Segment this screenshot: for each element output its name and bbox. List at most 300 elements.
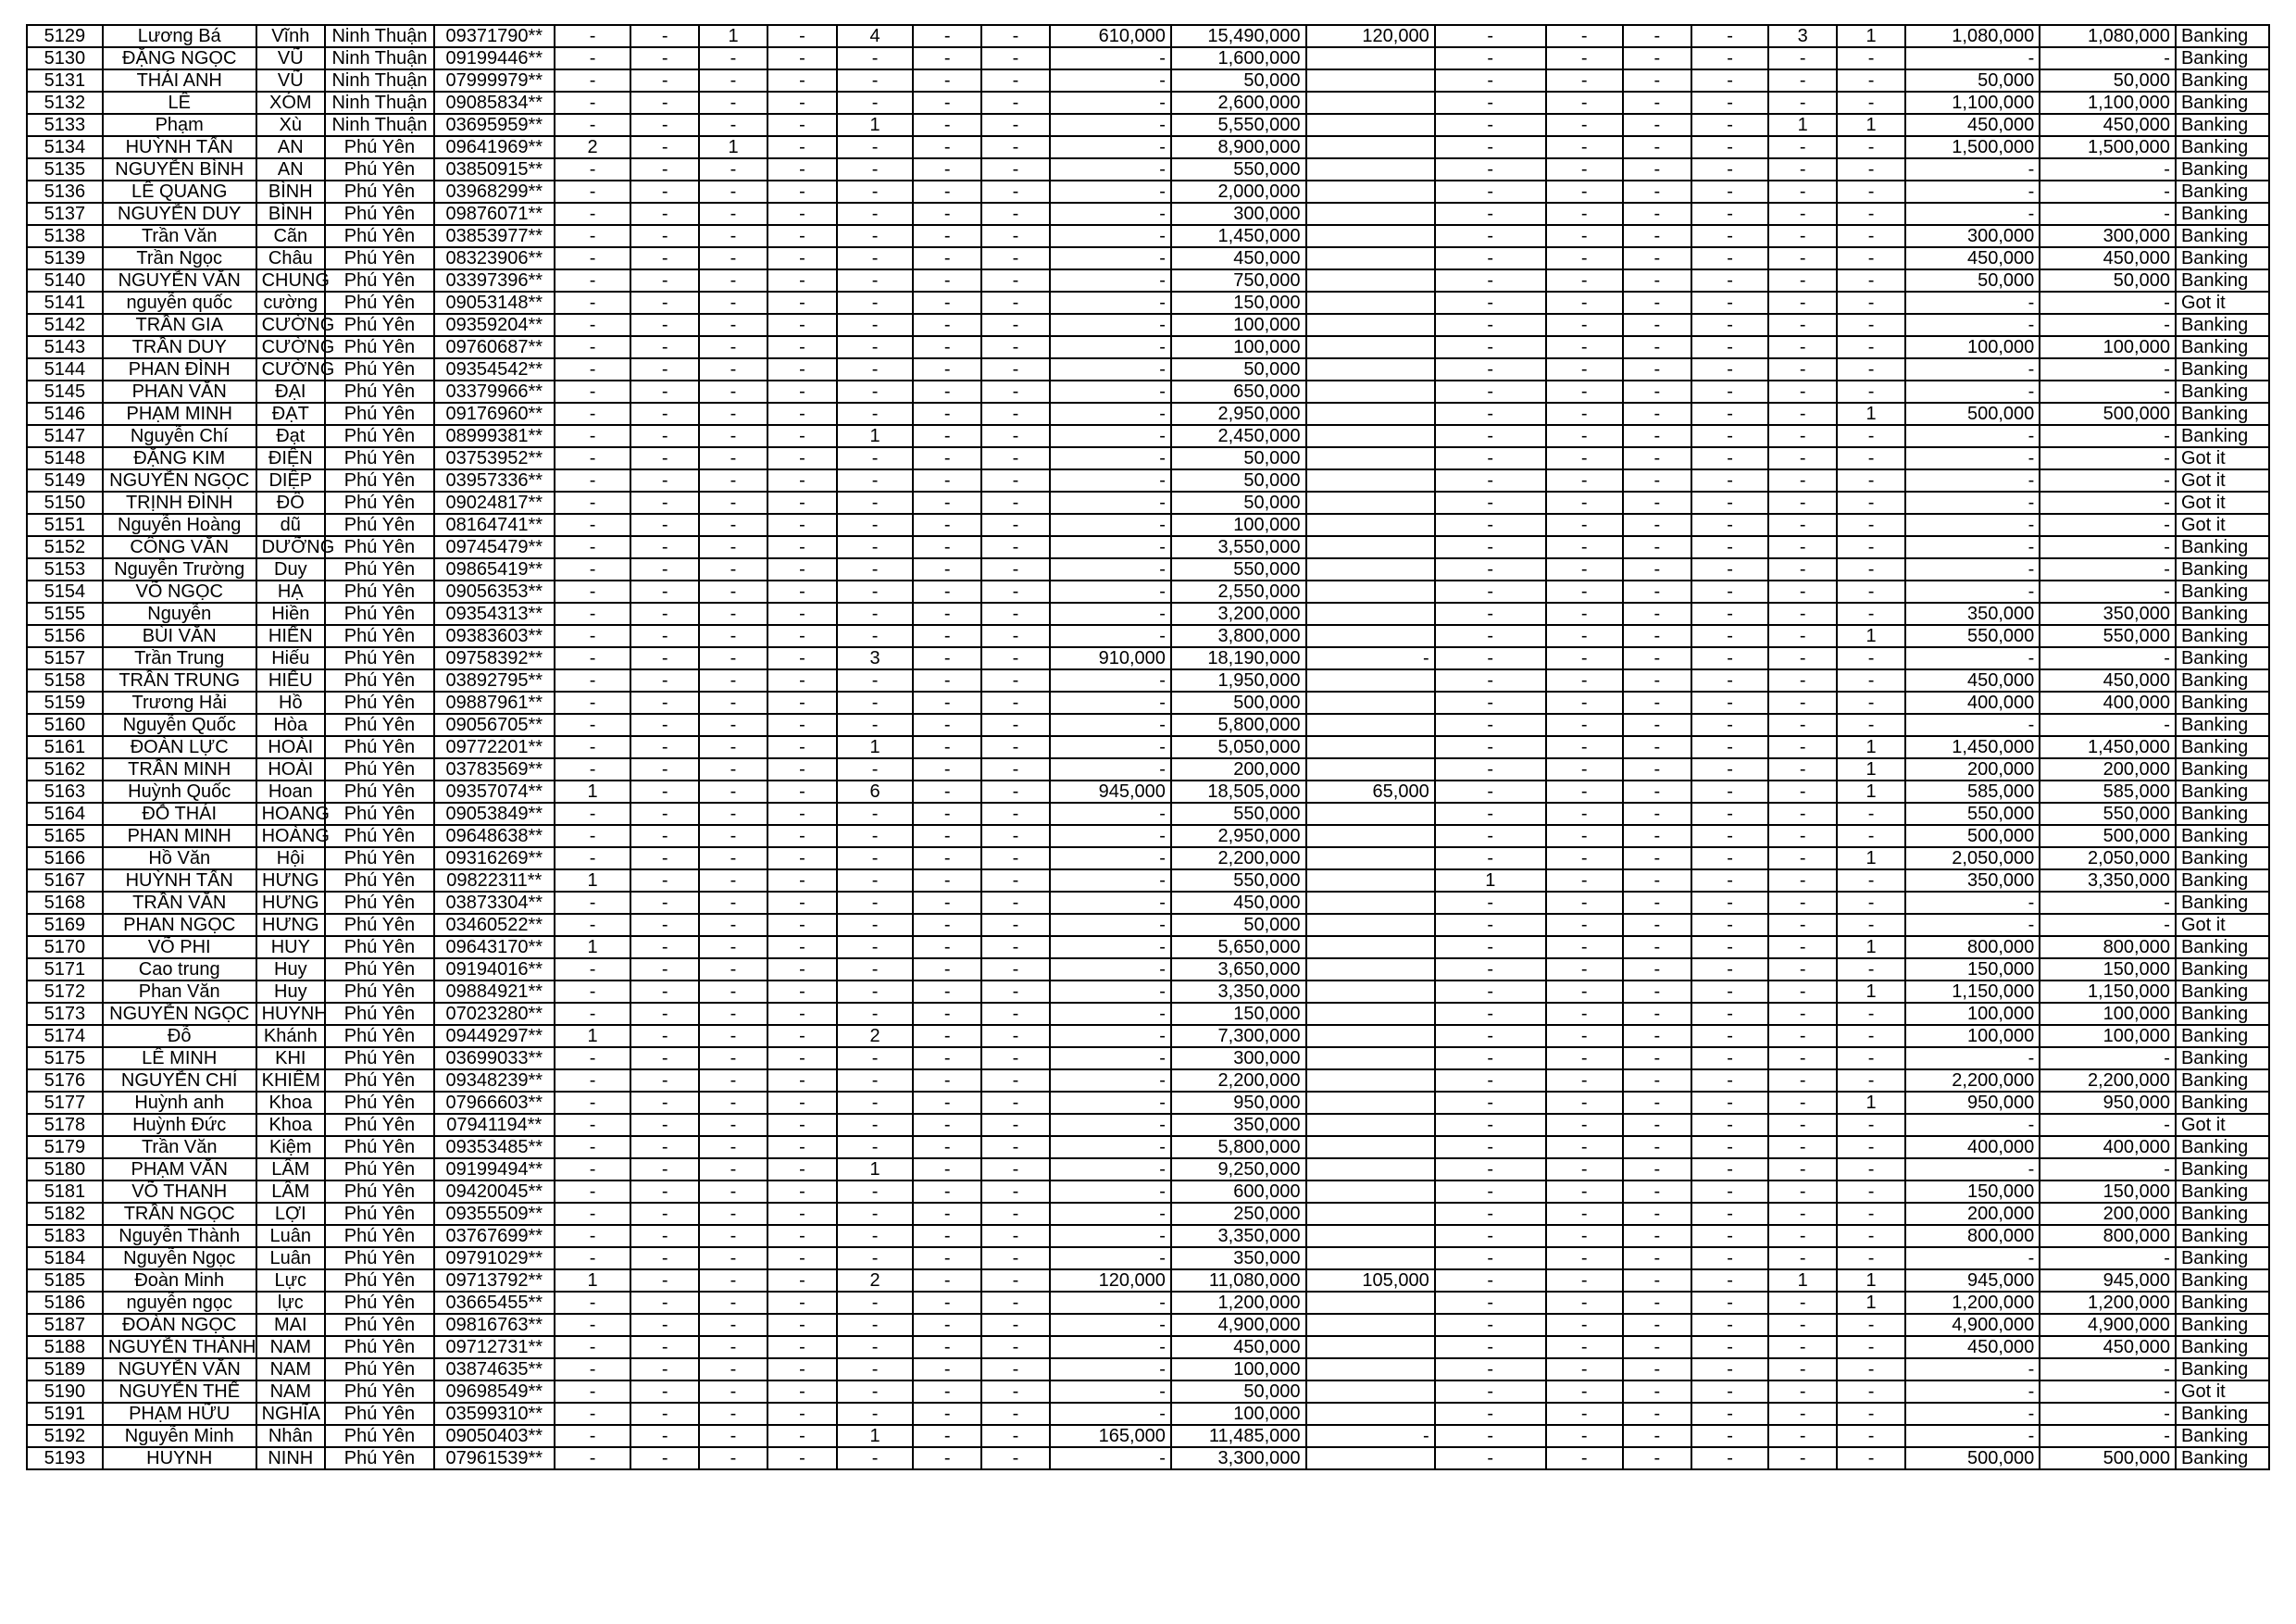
cell-phone: 09353485** [434,1136,555,1158]
cell-c11: - [1691,1136,1768,1158]
cell-c9: - [1546,447,1623,469]
cell-c9: - [1546,625,1623,647]
cell-amount-a: - [1050,336,1171,358]
cell-c8: - [1435,1136,1546,1158]
cell-amount-d: - [2040,1380,2176,1403]
cell-c10: - [1623,736,1691,758]
cell-c11: - [1691,447,1768,469]
table-row [27,647,2269,669]
cell-c13: - [1837,1225,1904,1247]
cell-province: Phú Yên [325,1425,434,1447]
cell-last-middle-name: Trần Trung [103,647,256,669]
cell-c5: - [837,1047,914,1069]
cell-amount-d: - [2040,914,2176,936]
cell-c8: - [1435,358,1546,381]
cell-method: Banking [2176,1336,2269,1358]
cell-c11: - [1691,314,1768,336]
cell-c5: - [837,603,914,625]
cell-c1: - [555,758,631,781]
cell-c1: - [555,1069,631,1092]
cell-c10: - [1623,869,1691,892]
cell-c3: - [699,825,767,847]
cell-id: 5159 [27,692,103,714]
cell-c3: - [699,292,767,314]
cell-c6: - [913,736,980,758]
cell-phone: 09760687** [434,336,555,358]
cell-amount-d: 200,000 [2040,758,2176,781]
cell-amount-c: 500,000 [1905,403,2040,425]
cell-c13: - [1837,1003,1904,1025]
cell-c12: - [1768,1003,1837,1025]
cell-c1: - [555,581,631,603]
cell-amount-a: - [1050,47,1171,69]
cell-c3: - [699,1069,767,1092]
cell-c1: - [555,1047,631,1069]
cell-province: Phú Yên [325,603,434,625]
cell-amount-d: - [2040,492,2176,514]
cell-first-name: ĐÔ [256,492,325,514]
cell-amount-c: - [1905,447,2040,469]
cell-first-name: CƯỜNG [256,314,325,336]
cell-c10: - [1623,314,1691,336]
cell-amount-b: 120,000 [1306,25,1435,47]
cell-phone: 09641969** [434,136,555,158]
cell-c3: - [699,336,767,358]
cell-province: Phú Yên [325,247,434,269]
cell-first-name: NAM [256,1336,325,1358]
cell-amount-d: 585,000 [2040,781,2176,803]
cell-c8: - [1435,514,1546,536]
cell-c1: - [555,1447,631,1469]
cell-c3: - [699,936,767,958]
cell-c7: - [981,536,1050,558]
cell-amount-total: 1,200,000 [1171,1292,1306,1314]
cell-c6: - [913,558,980,581]
cell-method: Banking [2176,136,2269,158]
cell-c9: - [1546,758,1623,781]
cell-phone: 09772201** [434,736,555,758]
cell-id: 5162 [27,758,103,781]
cell-c8: - [1435,692,1546,714]
cell-c6: - [913,1403,980,1425]
cell-c12: - [1768,825,1837,847]
cell-c13: 1 [1837,781,1904,803]
cell-amount-b [1306,469,1435,492]
cell-phone: 03850915** [434,158,555,181]
cell-c12: - [1768,69,1837,92]
cell-first-name: Lực [256,1269,325,1292]
cell-c11: - [1691,981,1768,1003]
cell-c7: - [981,203,1050,225]
cell-province: Phú Yên [325,781,434,803]
cell-amount-b [1306,714,1435,736]
cell-c6: - [913,847,980,869]
cell-c5: - [837,1203,914,1225]
cell-c4: - [767,447,836,469]
cell-province: Phú Yên [325,381,434,403]
cell-c1: - [555,358,631,381]
cell-amount-d: 100,000 [2040,1025,2176,1047]
cell-c11: - [1691,25,1768,47]
cell-amount-b [1306,136,1435,158]
table-row [27,1336,2269,1358]
cell-last-middle-name: ĐẶNG KIM [103,447,256,469]
cell-c2: - [630,1092,698,1114]
cell-c8: - [1435,714,1546,736]
cell-c6: - [913,469,980,492]
cell-c7: - [981,1380,1050,1403]
cell-c8: - [1435,1092,1546,1114]
cell-c1: - [555,914,631,936]
cell-c5: - [837,714,914,736]
cell-first-name: DƯỠNG [256,536,325,558]
cell-c1: - [555,647,631,669]
cell-c1: - [555,1403,631,1425]
cell-c4: - [767,1158,836,1181]
cell-c9: - [1546,1136,1623,1158]
cell-c10: - [1623,47,1691,69]
cell-c5: - [837,1092,914,1114]
cell-c12: - [1768,692,1837,714]
cell-c11: - [1691,692,1768,714]
cell-c4: - [767,869,836,892]
cell-first-name: AN [256,158,325,181]
cell-c12: - [1768,1425,1837,1447]
cell-c8: - [1435,581,1546,603]
cell-c7: - [981,1247,1050,1269]
cell-last-middle-name: Nguyễn Ngọc [103,1247,256,1269]
cell-c9: - [1546,381,1623,403]
cell-amount-b [1306,403,1435,425]
cell-c7: - [981,1403,1050,1425]
cell-amount-total: 50,000 [1171,914,1306,936]
cell-c2: - [630,1269,698,1292]
cell-c13: - [1837,136,1904,158]
cell-c11: - [1691,736,1768,758]
cell-last-middle-name: NGUYỄN THẾ [103,1380,256,1403]
cell-method: Banking [2176,1292,2269,1314]
cell-c5: - [837,381,914,403]
cell-c10: - [1623,936,1691,958]
cell-c5: - [837,1247,914,1269]
cell-c1: - [555,469,631,492]
cell-amount-d: - [2040,581,2176,603]
cell-c4: - [767,492,836,514]
cell-first-name: VŨ [256,69,325,92]
table-row [27,1203,2269,1225]
cell-c12: - [1768,1203,1837,1225]
cell-first-name: Luân [256,1225,325,1247]
cell-c8: - [1435,1314,1546,1336]
cell-c3: - [699,225,767,247]
cell-c1: - [555,292,631,314]
cell-c12: - [1768,336,1837,358]
cell-id: 5187 [27,1314,103,1336]
cell-c2: - [630,869,698,892]
cell-c4: - [767,1292,836,1314]
cell-c13: 1 [1837,1092,1904,1114]
cell-c8: - [1435,114,1546,136]
cell-amount-b [1306,1136,1435,1158]
cell-c4: - [767,336,836,358]
table-row [27,758,2269,781]
cell-province: Phú Yên [325,758,434,781]
cell-id: 5173 [27,1003,103,1025]
cell-c11: - [1691,1269,1768,1292]
cell-amount-c: 1,200,000 [1905,1292,2040,1314]
cell-c7: - [981,181,1050,203]
cell-c12: - [1768,181,1837,203]
cell-first-name: NAM [256,1358,325,1380]
cell-amount-c: 450,000 [1905,669,2040,692]
cell-method: Got it [2176,1114,2269,1136]
cell-phone: 09357074** [434,781,555,803]
cell-amount-c: - [1905,492,2040,514]
cell-amount-a: - [1050,136,1171,158]
cell-c10: - [1623,1181,1691,1203]
table-row [27,1158,2269,1181]
cell-c2: - [630,114,698,136]
cell-c11: - [1691,625,1768,647]
cell-amount-d: 950,000 [2040,1092,2176,1114]
cell-c4: - [767,69,836,92]
cell-c3: - [699,1403,767,1425]
cell-amount-total: 750,000 [1171,269,1306,292]
cell-c8: - [1435,647,1546,669]
cell-c8: - [1435,603,1546,625]
cell-c8: - [1435,892,1546,914]
cell-c2: - [630,847,698,869]
table-row [27,47,2269,69]
cell-province: Phú Yên [325,158,434,181]
cell-c13: - [1837,1069,1904,1092]
cell-phone: 09822311** [434,869,555,892]
cell-amount-total: 100,000 [1171,314,1306,336]
cell-c10: - [1623,803,1691,825]
cell-c10: - [1623,358,1691,381]
table-row [27,114,2269,136]
cell-c13: - [1837,558,1904,581]
cell-c3: - [699,714,767,736]
cell-c4: - [767,603,836,625]
table-row [27,1269,2269,1292]
cell-c13: - [1837,958,1904,981]
cell-phone: 03695959** [434,114,555,136]
cell-c5: - [837,1181,914,1203]
cell-phone: 09758392** [434,647,555,669]
table-row [27,1447,2269,1469]
cell-c2: - [630,1247,698,1269]
cell-first-name: DIỆP [256,469,325,492]
cell-c13: 1 [1837,25,1904,47]
cell-c6: - [913,603,980,625]
cell-c2: - [630,1314,698,1336]
cell-c4: - [767,803,836,825]
cell-amount-a: - [1050,1025,1171,1047]
cell-amount-total: 1,450,000 [1171,225,1306,247]
table-row [27,1136,2269,1158]
cell-c11: - [1691,1069,1768,1092]
cell-c9: - [1546,136,1623,158]
cell-c6: - [913,669,980,692]
cell-c5: - [837,1003,914,1025]
cell-amount-b [1306,869,1435,892]
cell-id: 5145 [27,381,103,403]
cell-c10: - [1623,336,1691,358]
table-row [27,469,2269,492]
cell-c8: - [1435,203,1546,225]
cell-id: 5179 [27,1136,103,1158]
cell-phone: 09194016** [434,958,555,981]
cell-amount-d: 3,350,000 [2040,869,2176,892]
cell-c9: - [1546,1092,1623,1114]
cell-amount-d: 450,000 [2040,114,2176,136]
cell-c13: - [1837,1403,1904,1425]
cell-c1: - [555,1292,631,1314]
cell-c12: 1 [1768,1269,1837,1292]
cell-phone: 03873304** [434,892,555,914]
cell-c1: - [555,892,631,914]
cell-c5: - [837,1225,914,1247]
cell-id: 5164 [27,803,103,825]
cell-phone: 09199494** [434,1158,555,1181]
cell-amount-c: - [1905,1158,2040,1181]
cell-last-middle-name: Phan Văn [103,981,256,1003]
cell-province: Phú Yên [325,1158,434,1181]
cell-c4: - [767,203,836,225]
cell-c8: - [1435,69,1546,92]
cell-c5: - [837,803,914,825]
cell-method: Banking [2176,47,2269,69]
cell-c9: - [1546,425,1623,447]
cell-c8: - [1435,1425,1546,1447]
cell-amount-b [1306,981,1435,1003]
cell-phone: 07941194** [434,1114,555,1136]
cell-c11: - [1691,1380,1768,1403]
cell-amount-a: - [1050,447,1171,469]
cell-c1: - [555,1203,631,1225]
cell-c4: - [767,1247,836,1269]
cell-amount-total: 1,950,000 [1171,669,1306,692]
cell-c6: - [913,1425,980,1447]
cell-c8: - [1435,981,1546,1003]
cell-c4: - [767,92,836,114]
cell-last-middle-name: LÊ QUANG [103,181,256,203]
cell-amount-a: - [1050,981,1171,1003]
cell-c5: 1 [837,114,914,136]
cell-c8: - [1435,1025,1546,1047]
table-row [27,581,2269,603]
cell-phone: 08999381** [434,425,555,447]
cell-amount-d: 800,000 [2040,936,2176,958]
cell-amount-b: 65,000 [1306,781,1435,803]
cell-id: 5157 [27,647,103,669]
cell-c9: - [1546,314,1623,336]
cell-c3: - [699,1025,767,1047]
cell-phone: 09791029** [434,1247,555,1269]
cell-c5: - [837,981,914,1003]
cell-c5: - [837,1114,914,1136]
cell-amount-a: - [1050,892,1171,914]
cell-c7: - [981,1114,1050,1136]
cell-c1: - [555,269,631,292]
table-row [27,736,2269,758]
cell-c6: - [913,1269,980,1292]
cell-id: 5153 [27,558,103,581]
cell-last-middle-name: Đỗ [103,1025,256,1047]
cell-c2: - [630,625,698,647]
cell-c6: - [913,1136,980,1158]
cell-c2: - [630,803,698,825]
cell-province: Phú Yên [325,825,434,847]
cell-c9: - [1546,1358,1623,1380]
cell-c5: - [837,581,914,603]
cell-amount-c: 100,000 [1905,1025,2040,1047]
table-row [27,803,2269,825]
cell-c7: - [981,914,1050,936]
cell-amount-a: - [1050,247,1171,269]
cell-c5: - [837,892,914,914]
cell-c1: 1 [555,1025,631,1047]
cell-c13: - [1837,669,1904,692]
cell-c6: - [913,914,980,936]
cell-amount-c: 50,000 [1905,69,2040,92]
cell-c5: - [837,181,914,203]
cell-c4: - [767,47,836,69]
cell-first-name: LÂM [256,1158,325,1181]
cell-c4: - [767,403,836,425]
cell-last-middle-name: Huỳnh Quốc [103,781,256,803]
cell-c3: - [699,581,767,603]
cell-id: 5130 [27,47,103,69]
cell-amount-d: - [2040,892,2176,914]
cell-first-name: Kiệm [256,1136,325,1158]
cell-first-name: HƯNG [256,914,325,936]
cell-c6: - [913,1380,980,1403]
cell-first-name: Đạt [256,425,325,447]
cell-first-name: BÌNH [256,181,325,203]
cell-c2: - [630,825,698,847]
cell-amount-total: 3,650,000 [1171,958,1306,981]
cell-c8: 1 [1435,869,1546,892]
cell-phone: 03874635** [434,1358,555,1380]
cell-amount-d: 2,200,000 [2040,1069,2176,1092]
cell-amount-a: - [1050,603,1171,625]
cell-c7: - [981,758,1050,781]
cell-c5: - [837,825,914,847]
cell-c2: - [630,1380,698,1403]
cell-first-name: cường [256,292,325,314]
cell-c9: - [1546,914,1623,936]
cell-c8: - [1435,292,1546,314]
cell-amount-c: - [1905,914,2040,936]
cell-first-name: HƯNG [256,892,325,914]
cell-c8: - [1435,1158,1546,1181]
cell-first-name: Khánh [256,1025,325,1047]
cell-method: Banking [2176,69,2269,92]
cell-province: Phú Yên [325,1181,434,1203]
cell-c8: - [1435,447,1546,469]
cell-amount-b [1306,514,1435,536]
cell-amount-a: - [1050,469,1171,492]
cell-c13: - [1837,69,1904,92]
cell-id: 5141 [27,292,103,314]
cell-c6: - [913,336,980,358]
cell-amount-c: - [1905,514,2040,536]
cell-c9: - [1546,714,1623,736]
cell-phone: 09420045** [434,1181,555,1203]
cell-phone: 09056705** [434,714,555,736]
